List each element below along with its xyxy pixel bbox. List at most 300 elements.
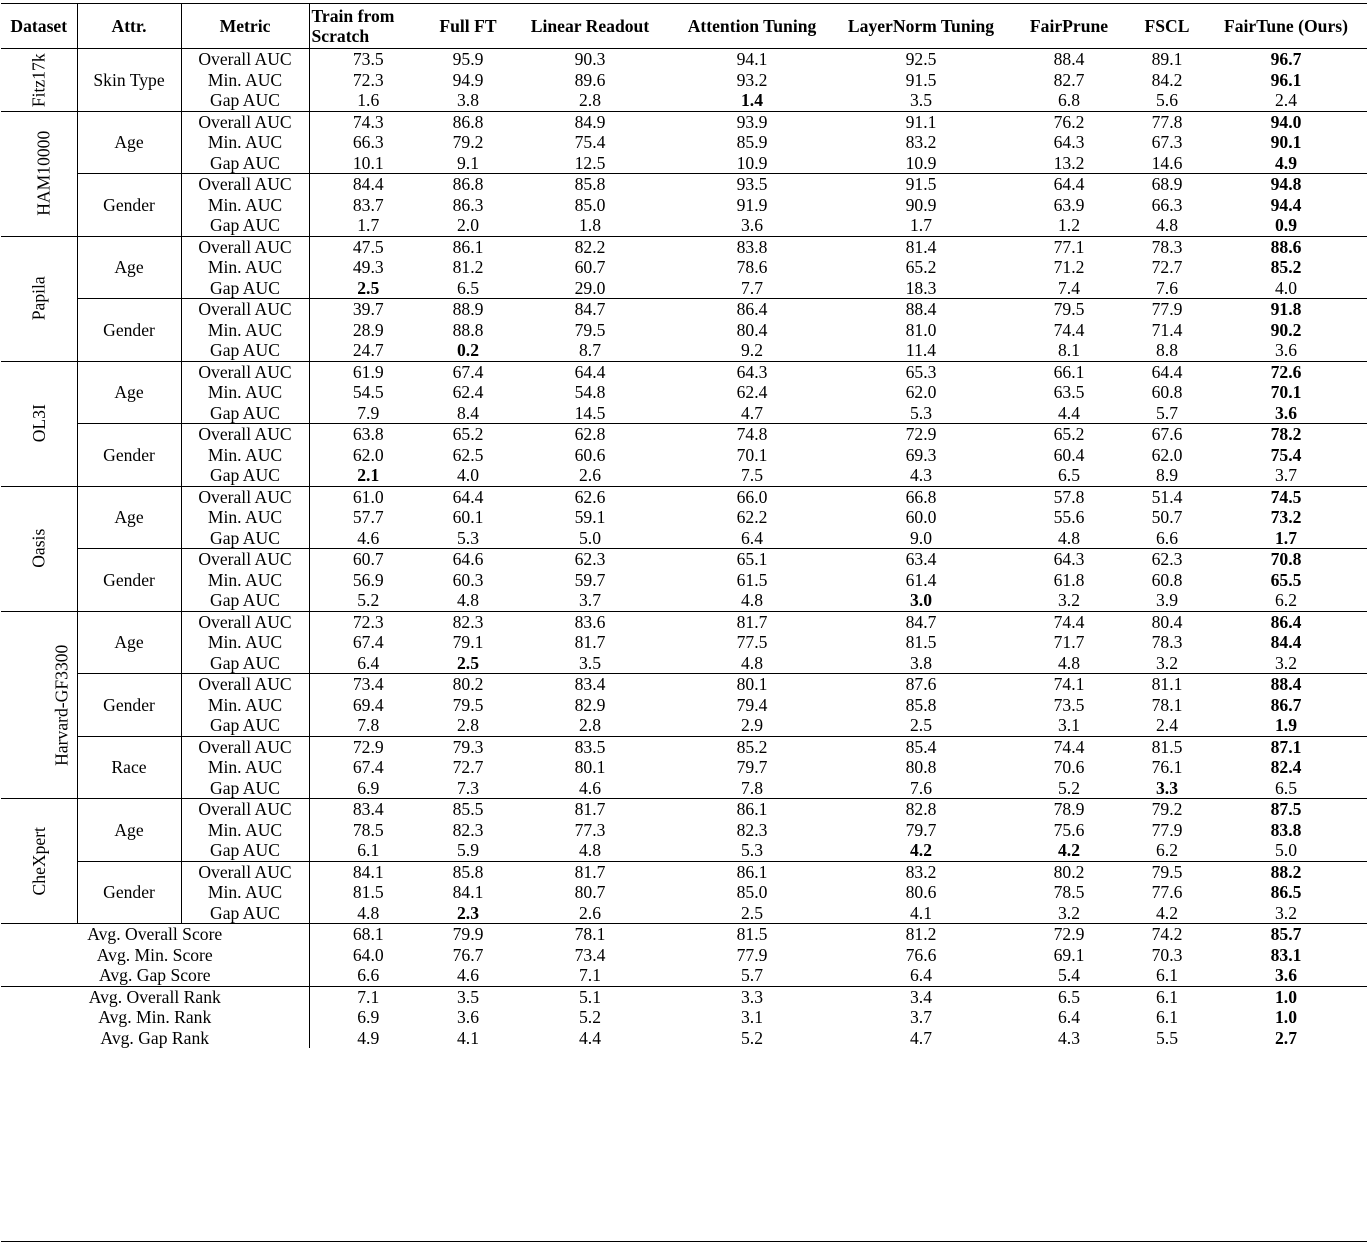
dataset-name: Papila [28, 276, 49, 321]
table-row [1, 153, 1367, 174]
col-method: Train from Scratch [309, 4, 427, 49]
value-cell: 78.5 [1053, 882, 1085, 902]
value-cell: 1.7 [910, 215, 932, 235]
value-cell: 1.2 [1058, 215, 1080, 235]
value-cell: 6.4 [741, 527, 763, 548]
value-cell: 65.1 [671, 549, 833, 570]
value-cell: 85.8 [509, 174, 671, 195]
metric-label: Gap AUC [181, 90, 309, 111]
value-cell: 80.4 [1129, 611, 1205, 632]
value-cell: 81.5 [905, 632, 937, 652]
value-cell: 3.0 [910, 590, 932, 610]
value-cell: 7.4 [1058, 277, 1080, 298]
metric-label: Gap AUC [181, 778, 309, 799]
table-row [1, 507, 1367, 528]
value-cell: 75.4 [1270, 444, 1302, 465]
value-cell: 3.3 [1156, 777, 1178, 798]
value-cell: 91.9 [736, 194, 768, 215]
value-cell: 79.5 [574, 319, 606, 340]
value-cell: 90.1 [1270, 132, 1302, 152]
value-cell: 77.1 [1009, 236, 1129, 257]
value-cell: 1.9 [1275, 715, 1297, 735]
attribute-label: Age [77, 799, 181, 862]
metric-label: Overall AUC [181, 861, 309, 882]
value-cell: 74.5 [1205, 486, 1367, 507]
value-cell: 7.9 [357, 402, 380, 423]
table-body [1, 49, 1367, 1049]
value-cell: 2.5 [741, 902, 763, 923]
value-cell: 4.7 [910, 1027, 932, 1048]
value-cell: 5.3 [741, 840, 763, 860]
value-cell: 10.9 [736, 152, 768, 173]
value-cell: 3.1 [1058, 715, 1080, 735]
value-cell: 4.6 [579, 777, 601, 798]
value-cell: 2.5 [457, 652, 479, 673]
value-cell: 3.6 [1275, 402, 1297, 423]
value-cell: 83.7 [352, 194, 384, 215]
value-cell: 90.9 [905, 194, 937, 215]
value-cell: 62.8 [509, 424, 671, 445]
summary-label: Avg. Gap Score [1, 965, 309, 986]
value-cell: 14.5 [574, 402, 606, 423]
value-cell: 2.7 [1275, 1027, 1297, 1048]
value-cell: 73.2 [1270, 507, 1302, 527]
summary-row [1, 945, 1367, 966]
value-cell: 86.3 [452, 194, 484, 215]
metric-label: Overall AUC [181, 799, 309, 820]
value-cell: 2.0 [457, 215, 479, 235]
value-cell: 94.1 [671, 49, 833, 70]
value-cell: 3.5 [910, 90, 932, 110]
value-cell: 70.8 [1205, 549, 1367, 570]
value-cell: 86.1 [427, 236, 509, 257]
metric-label: Min. AUC [181, 382, 309, 403]
value-cell: 65.2 [905, 257, 937, 277]
metric-label: Overall AUC [181, 174, 309, 195]
metric-label: Min. AUC [181, 570, 309, 591]
metric-label: Overall AUC [181, 49, 309, 70]
attribute-label: Age [77, 486, 181, 549]
metric-label: Gap AUC [181, 340, 309, 361]
value-cell: 65.2 [1009, 424, 1129, 445]
value-cell: 79.2 [1129, 799, 1205, 820]
value-cell: 18.3 [905, 277, 937, 298]
header-row [1, 4, 1367, 49]
metric-label: Gap AUC [181, 403, 309, 424]
value-cell: 81.7 [671, 611, 833, 632]
value-cell: 47.5 [309, 236, 427, 257]
value-cell: 1.0 [1275, 1007, 1297, 1027]
value-cell: 8.7 [579, 340, 601, 360]
metric-label: Gap AUC [181, 278, 309, 299]
value-cell: 82.3 [452, 819, 484, 840]
value-cell: 2.8 [457, 715, 479, 735]
value-cell: 64.4 [427, 486, 509, 507]
value-cell: 78.1 [509, 924, 671, 945]
value-cell: 0.2 [457, 340, 479, 360]
value-cell: 74.1 [1009, 674, 1129, 695]
value-cell: 83.8 [671, 236, 833, 257]
metric-label: Overall AUC [181, 299, 309, 320]
value-cell: 66.0 [671, 486, 833, 507]
value-cell: 6.4 [357, 652, 380, 673]
value-cell: 88.2 [1205, 861, 1367, 882]
value-cell: 86.4 [1205, 611, 1367, 632]
table-row [1, 278, 1367, 299]
value-cell: 74.4 [1009, 736, 1129, 757]
value-cell: 71.2 [1053, 257, 1085, 277]
attribute-label: Age [77, 611, 181, 674]
value-cell: 86.4 [671, 299, 833, 320]
value-cell: 80.7 [574, 882, 606, 902]
value-cell: 4.9 [1275, 152, 1297, 173]
metric-label: Gap AUC [181, 528, 309, 549]
value-cell: 74.3 [309, 111, 427, 132]
value-cell: 76.1 [1151, 757, 1183, 777]
dataset-name: OL3I [28, 404, 49, 443]
value-cell: 75.6 [1053, 819, 1085, 840]
table-row [1, 320, 1367, 341]
value-cell: 74.2 [1129, 924, 1205, 945]
value-cell: 4.6 [357, 527, 380, 548]
value-cell: 88.6 [1205, 236, 1367, 257]
value-cell: 65.5 [1270, 569, 1302, 590]
value-cell: 85.8 [427, 861, 509, 882]
metric-label: Overall AUC [181, 674, 309, 695]
value-cell: 78.9 [1009, 799, 1129, 820]
value-cell: 4.2 [910, 840, 932, 860]
value-cell: 8.9 [1156, 465, 1178, 485]
value-cell: 62.6 [509, 486, 671, 507]
value-cell: 4.2 [1058, 840, 1080, 860]
value-cell: 29.0 [574, 277, 606, 298]
value-cell: 77.5 [736, 632, 768, 652]
table-row [1, 340, 1367, 361]
value-cell: 81.1 [1129, 674, 1205, 695]
value-cell: 2.3 [457, 902, 479, 923]
value-cell: 82.3 [427, 611, 509, 632]
value-cell: 14.6 [1151, 152, 1183, 173]
value-cell: 81.2 [833, 924, 1009, 945]
value-cell: 59.1 [574, 507, 606, 527]
value-cell: 67.3 [1151, 132, 1183, 152]
attribute-label: Age [77, 236, 181, 299]
value-cell: 80.4 [736, 319, 768, 340]
value-cell: 2.5 [910, 715, 932, 735]
value-cell: 54.5 [352, 382, 384, 402]
table-row [1, 590, 1367, 611]
value-cell: 5.1 [509, 986, 671, 1007]
value-cell: 79.9 [427, 924, 509, 945]
metric-label: Min. AUC [181, 757, 309, 778]
value-cell: 6.4 [1058, 1007, 1080, 1027]
value-cell: 72.7 [1151, 257, 1183, 277]
value-cell: 86.8 [427, 111, 509, 132]
metric-label: Overall AUC [181, 361, 309, 382]
value-cell: 2.8 [579, 90, 601, 110]
value-cell: 6.8 [1058, 90, 1080, 110]
metric-label: Min. AUC [181, 695, 309, 716]
value-cell: 86.7 [1270, 694, 1302, 715]
value-cell: 4.4 [579, 1027, 601, 1048]
value-cell: 89.1 [1129, 49, 1205, 70]
metric-label: Min. AUC [181, 70, 309, 91]
value-cell: 64.4 [1009, 174, 1129, 195]
value-cell: 56.9 [352, 569, 384, 590]
attribute-label: Gender [77, 861, 181, 924]
table-row [1, 361, 1367, 382]
value-cell: 96.1 [1270, 69, 1302, 90]
value-cell: 4.0 [457, 465, 479, 485]
value-cell: 61.9 [309, 361, 427, 382]
value-cell: 78.3 [1151, 632, 1183, 652]
value-cell: 6.9 [357, 1007, 380, 1027]
value-cell: 4.6 [457, 965, 479, 985]
value-cell: 5.2 [357, 590, 380, 610]
value-cell: 79.4 [736, 694, 768, 715]
value-cell: 60.8 [1151, 569, 1183, 590]
metric-label: Gap AUC [181, 840, 309, 861]
value-cell: 86.8 [427, 174, 509, 195]
value-cell: 84.7 [833, 611, 1009, 632]
value-cell: 5.3 [910, 402, 932, 423]
value-cell: 1.4 [741, 90, 763, 110]
value-cell: 83.1 [1270, 944, 1302, 965]
table-row [1, 257, 1367, 278]
table-row [1, 882, 1367, 903]
value-cell: 81.7 [574, 632, 606, 652]
value-cell: 9.1 [457, 152, 479, 173]
metric-label: Gap AUC [181, 153, 309, 174]
value-cell: 6.2 [1275, 590, 1297, 610]
value-cell: 73.4 [574, 944, 606, 965]
value-cell: 3.2 [1275, 652, 1297, 673]
value-cell: 94.8 [1205, 174, 1367, 195]
value-cell: 3.8 [910, 652, 932, 673]
value-cell: 3.6 [1275, 340, 1297, 360]
value-cell: 85.5 [427, 799, 509, 820]
value-cell: 85.4 [833, 736, 1009, 757]
value-cell: 81.4 [833, 236, 1009, 257]
value-cell: 8.8 [1156, 340, 1178, 360]
value-cell: 84.1 [452, 882, 484, 902]
value-cell: 0.9 [1275, 215, 1297, 235]
metric-label: Gap AUC [181, 215, 309, 236]
value-cell: 6.5 [457, 277, 479, 298]
value-cell: 87.5 [1205, 799, 1367, 820]
metric-label: Min. AUC [181, 445, 309, 466]
metric-label: Gap AUC [181, 903, 309, 924]
value-cell: 3.9 [1156, 590, 1178, 610]
value-cell: 1.7 [1275, 527, 1297, 548]
value-cell: 65.2 [427, 424, 509, 445]
summary-row [1, 924, 1367, 945]
value-cell: 60.4 [1053, 444, 1085, 465]
value-cell: 2.6 [579, 902, 601, 923]
value-cell: 62.3 [1129, 549, 1205, 570]
value-cell: 62.3 [509, 549, 671, 570]
value-cell: 88.4 [1009, 49, 1129, 70]
value-cell: 67.6 [1129, 424, 1205, 445]
value-cell: 80.2 [1009, 861, 1129, 882]
table-row [1, 236, 1367, 257]
value-cell: 82.8 [833, 799, 1009, 820]
value-cell: 1.8 [579, 215, 601, 235]
value-cell: 62.0 [1151, 444, 1183, 465]
table-row [1, 840, 1367, 861]
value-cell: 94.9 [452, 69, 484, 90]
value-cell: 2.6 [579, 465, 601, 485]
summary-label: Avg. Min. Score [1, 945, 309, 966]
value-cell: 2.5 [357, 277, 380, 298]
value-cell: 69.3 [905, 444, 937, 465]
bottom-rule [1, 1241, 1367, 1242]
value-cell: 64.3 [671, 361, 833, 382]
col-metric: Metric [181, 4, 309, 49]
value-cell: 66.1 [1009, 361, 1129, 382]
value-cell: 86.1 [671, 799, 833, 820]
metric-label: Min. AUC [181, 132, 309, 153]
value-cell: 76.2 [1009, 111, 1129, 132]
value-cell: 62.4 [452, 382, 484, 402]
value-cell: 5.4 [1058, 965, 1080, 985]
value-cell: 81.5 [1129, 736, 1205, 757]
value-cell: 57.7 [352, 507, 384, 527]
value-cell: 72.7 [452, 757, 484, 777]
table-row [1, 632, 1367, 653]
value-cell: 70.1 [1270, 382, 1302, 402]
value-cell: 78.2 [1205, 424, 1367, 445]
metric-label: Min. AUC [181, 820, 309, 841]
value-cell: 70.3 [1151, 944, 1183, 965]
value-cell: 28.9 [352, 319, 384, 340]
value-cell: 86.1 [671, 861, 833, 882]
value-cell: 49.3 [352, 257, 384, 277]
value-cell: 3.2 [1058, 590, 1080, 610]
metric-label: Gap AUC [181, 715, 309, 736]
value-cell: 2.4 [1156, 715, 1178, 735]
table-row [1, 299, 1367, 320]
value-cell: 84.2 [1151, 69, 1183, 90]
value-cell: 3.3 [671, 986, 833, 1007]
table-row [1, 611, 1367, 632]
metric-label: Min. AUC [181, 195, 309, 216]
value-cell: 50.7 [1151, 507, 1183, 527]
value-cell: 85.2 [671, 736, 833, 757]
value-cell: 7.6 [910, 777, 932, 798]
dataset-label [1, 111, 77, 236]
value-cell: 10.9 [905, 152, 937, 173]
value-cell: 55.6 [1053, 507, 1085, 527]
value-cell: 73.5 [309, 49, 427, 70]
metric-label: Overall AUC [181, 486, 309, 507]
value-cell: 78.3 [1129, 236, 1205, 257]
col-method: Linear Readout [509, 4, 671, 49]
value-cell: 79.7 [905, 819, 937, 840]
table-row [1, 674, 1367, 695]
value-cell: 79.5 [452, 694, 484, 715]
value-cell: 6.6 [1156, 527, 1178, 548]
value-cell: 78.6 [736, 257, 768, 277]
value-cell: 65.3 [833, 361, 1009, 382]
value-cell: 70.1 [736, 444, 768, 465]
metric-label: Gap AUC [181, 590, 309, 611]
value-cell: 3.2 [1058, 902, 1080, 923]
value-cell: 79.2 [452, 132, 484, 152]
value-cell: 6.1 [1156, 1007, 1178, 1027]
value-cell: 72.9 [309, 736, 427, 757]
value-cell: 57.8 [1009, 486, 1129, 507]
value-cell: 3.6 [741, 215, 763, 235]
value-cell: 93.5 [671, 174, 833, 195]
value-cell: 71.7 [1053, 632, 1085, 652]
value-cell: 64.3 [1053, 132, 1085, 152]
value-cell: 3.4 [833, 986, 1009, 1007]
value-cell: 89.6 [574, 69, 606, 90]
dataset-label [1, 486, 77, 611]
table-row [1, 132, 1367, 153]
value-cell: 88.9 [427, 299, 509, 320]
value-cell: 7.8 [741, 777, 763, 798]
value-cell: 3.8 [457, 90, 479, 110]
value-cell: 77.9 [1129, 299, 1205, 320]
value-cell: 70.6 [1053, 757, 1085, 777]
table-row [1, 549, 1367, 570]
value-cell: 60.7 [309, 549, 427, 570]
value-cell: 93.9 [671, 111, 833, 132]
value-cell: 74.8 [671, 424, 833, 445]
value-cell: 79.5 [1129, 861, 1205, 882]
value-cell: 77.6 [1151, 882, 1183, 902]
value-cell: 84.9 [509, 111, 671, 132]
value-cell: 94.4 [1270, 194, 1302, 215]
value-cell: 7.1 [579, 965, 601, 985]
metric-label: Overall AUC [181, 111, 309, 132]
dataset-name: Harvard-GF3300 [51, 644, 72, 766]
attribute-label: Gender [77, 674, 181, 737]
value-cell: 91.8 [1205, 299, 1367, 320]
value-cell: 72.3 [309, 611, 427, 632]
value-cell: 80.8 [905, 757, 937, 777]
attribute-label: Age [77, 111, 181, 174]
value-cell: 9.0 [910, 527, 932, 548]
value-cell: 6.5 [1009, 986, 1129, 1007]
value-cell: 80.2 [427, 674, 509, 695]
table-row [1, 757, 1367, 778]
value-cell: 88.8 [452, 319, 484, 340]
value-cell: 3.7 [579, 590, 601, 610]
value-cell: 4.2 [1156, 902, 1178, 923]
dataset-name: Fitz17k [28, 52, 49, 107]
value-cell: 95.9 [427, 49, 509, 70]
value-cell: 72.6 [1205, 361, 1367, 382]
value-cell: 71.4 [1151, 319, 1183, 340]
value-cell: 3.6 [1275, 965, 1297, 985]
value-cell: 63.8 [309, 424, 427, 445]
value-cell: 74.4 [1053, 319, 1085, 340]
table-row [1, 486, 1367, 507]
value-cell: 5.5 [1156, 1027, 1178, 1048]
value-cell: 90.3 [509, 49, 671, 70]
value-cell: 67.4 [352, 632, 384, 652]
summary-label: Avg. Overall Score [1, 924, 309, 945]
value-cell: 6.1 [1156, 965, 1178, 985]
value-cell: 8.4 [457, 402, 479, 423]
dataset-label [1, 49, 77, 112]
value-cell: 66.3 [1151, 194, 1183, 215]
dataset-label [1, 236, 77, 361]
summary-label: Avg. Overall Rank [1, 986, 309, 1007]
